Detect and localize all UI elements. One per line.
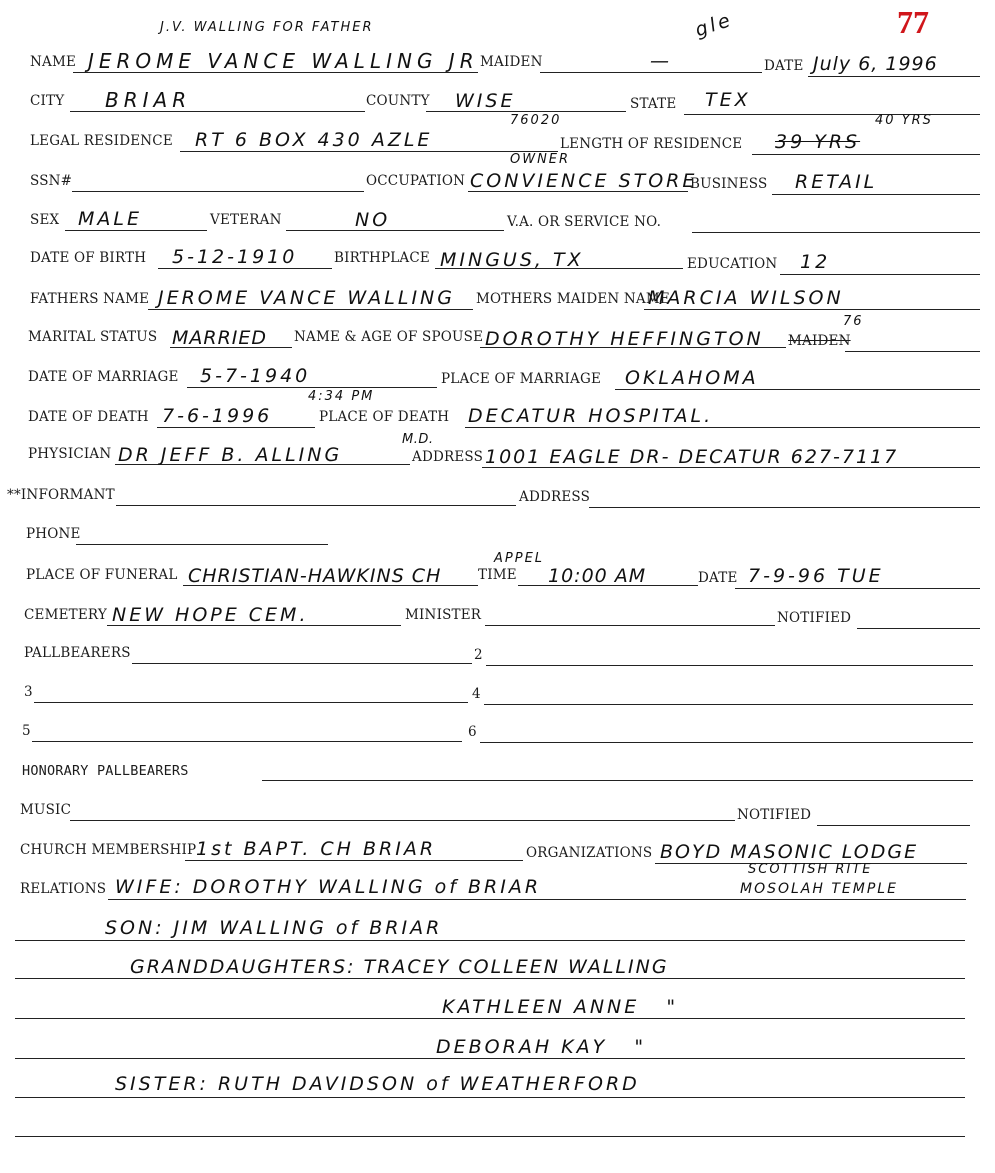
informant-address-line (589, 507, 980, 508)
phone-label: PHONE (26, 526, 81, 542)
pallbearer-1-line (132, 663, 472, 664)
date-of-marriage-line (187, 387, 437, 388)
minister-label: MINISTER (405, 607, 482, 623)
music-notified-label: NOTIFIED (737, 807, 812, 823)
place-of-death-label: PLACE OF DEATH (319, 409, 450, 425)
county-value: WISE (455, 90, 516, 112)
business-value: RETAIL (795, 171, 878, 193)
funeral-date-line (735, 588, 980, 589)
relation-2: SON: JIM WALLING of BRIAR (105, 917, 443, 939)
spouse-value: DOROTHY HEFFINGTON (485, 328, 764, 350)
organizations-label: ORGANIZATIONS (526, 845, 653, 861)
date-label: DATE (764, 58, 804, 74)
informant-line (116, 505, 516, 506)
length-residence-line (752, 154, 980, 155)
maiden-line (540, 72, 762, 73)
place-of-death-value: DECATUR HOSPITAL. (468, 405, 714, 427)
funeral-note: APPEL (494, 551, 545, 566)
marital-status-label: MARITAL STATUS (28, 329, 158, 345)
education-label: EDUCATION (687, 256, 778, 272)
ssn-line (72, 191, 364, 192)
relations-line-6 (15, 1097, 965, 1098)
honorary-pallbearers-label: HONORARY PALLBEARERS (22, 763, 189, 779)
place-of-death-line (465, 427, 980, 428)
cemetery-notified-line (857, 628, 980, 629)
date-of-death-label: DATE OF DEATH (28, 409, 149, 425)
education-value: 12 (800, 251, 831, 273)
birthplace-label: BIRTHPLACE (334, 250, 430, 266)
cemetery-value: NEW HOPE CEM. (112, 604, 309, 626)
informant-address-label: ADDRESS (519, 489, 591, 505)
length-residence-old: 39 YRS (775, 131, 861, 153)
relations-line-1 (108, 899, 966, 900)
relations-line-4 (15, 1018, 965, 1019)
church-line (185, 860, 523, 861)
relations-label: RELATIONS (20, 881, 107, 897)
date-of-marriage-value: 5-7-1940 (200, 365, 311, 387)
time-value: 10:00 AM (548, 565, 647, 587)
name-label: NAME (30, 54, 77, 70)
date-of-marriage-label: DATE OF MARRIAGE (28, 369, 179, 385)
music-notified-line (817, 825, 970, 826)
education-line (780, 274, 980, 275)
spouse-label: NAME & AGE OF SPOUSE (294, 329, 484, 345)
pallbearer-2-line (486, 665, 973, 666)
physician-label: PHYSICIAN (28, 446, 112, 462)
pallbearer-2-label: 2 (474, 647, 483, 663)
pallbearer-6-label: 6 (468, 724, 477, 740)
place-of-funeral-label: PLACE OF FUNERAL (26, 567, 178, 583)
veteran-line (286, 230, 504, 231)
organizations-line-3: MOSOLAH TEMPLE (740, 881, 898, 897)
relation-4: KATHLEEN ANNE " (442, 996, 679, 1018)
sex-value: MALE (78, 208, 142, 230)
mothers-maiden-value: MARCIA WILSON (648, 287, 844, 309)
dob-line (158, 268, 332, 269)
page-number: 77 (897, 4, 929, 40)
legal-residence-label: LEGAL RESIDENCE (30, 133, 173, 149)
occupation-label: OCCUPATION (366, 173, 466, 189)
place-of-funeral-value: CHRISTIAN-HAWKINS CH (188, 565, 442, 587)
physician-address-label: ADDRESS (412, 449, 484, 465)
sex-line (65, 230, 207, 231)
ssn-label: SSN# (30, 173, 73, 189)
funeral-date-value: 7-9-96 TUE (748, 565, 884, 587)
state-value: TEX (705, 89, 751, 111)
place-of-marriage-value: OKLAHOMA (625, 367, 759, 389)
fathers-name-label: FATHERS NAME (30, 291, 150, 307)
length-residence-label: LENGTH OF RESIDENCE (560, 136, 743, 152)
church-label: CHURCH MEMBERSHIP (20, 842, 197, 858)
date-of-death-line (157, 427, 315, 428)
relation-1: WIFE: DOROTHY WALLING of BRIAR (115, 876, 542, 898)
fathers-name-line (148, 309, 473, 310)
physician-value: DR JEFF B. ALLING (118, 444, 343, 466)
dob-label: DATE OF BIRTH (30, 250, 147, 266)
mothers-maiden-line (644, 309, 980, 310)
music-label: MUSIC (20, 802, 72, 818)
date-value: July 6, 1996 (813, 53, 938, 75)
pallbearer-5-line (32, 741, 462, 742)
spouse-age-value: 76 (843, 314, 864, 329)
maiden-label: MAIDEN (480, 54, 543, 70)
place-of-marriage-label: PLACE OF MARRIAGE (441, 371, 602, 387)
business-line (772, 194, 980, 195)
physician-address-value: 1001 EAGLE DR- DECATUR 627-7117 (485, 446, 899, 468)
organizations-value: BOYD MASONIC LODGE (660, 841, 919, 863)
relations-line-5 (15, 1058, 965, 1059)
relations-line-7 (15, 1136, 965, 1137)
pallbearer-3-line (34, 702, 468, 703)
spouse-maiden-label: MAIDEN (788, 333, 851, 349)
informant-label: **INFORMANT (7, 487, 115, 503)
initials: gle (692, 8, 736, 42)
honorary-pallbearers-line (262, 780, 973, 781)
relation-3: GRANDDAUGHTERS: TRACEY COLLEEN WALLING (130, 956, 669, 978)
maiden-value: — (650, 50, 672, 72)
zip-value: 76020 (510, 113, 562, 128)
va-label: V.A. OR SERVICE NO. (507, 214, 662, 230)
funeral-date-label: DATE (698, 570, 738, 586)
music-line (70, 820, 735, 821)
legal-residence-line (180, 151, 558, 152)
organizations-line-2: SCOTTISH RITE (748, 862, 873, 877)
mothers-maiden-label: MOTHERS MAIDEN NAME (476, 291, 670, 307)
time-label: TIME (478, 567, 517, 583)
va-line (692, 232, 980, 233)
length-residence-value: 40 YRS (875, 113, 933, 128)
dob-value: 5-12-1910 (172, 246, 298, 268)
place-of-marriage-line (615, 389, 980, 390)
business-label: BUSINESS (690, 176, 768, 192)
pallbearer-4-line (484, 704, 973, 705)
occupation-note: OWNER (510, 152, 571, 167)
occupation-value: CONVIENCE STORE (470, 170, 698, 192)
relation-6: SISTER: RUTH DAVIDSON of WEATHERFORD (115, 1073, 640, 1095)
minister-line (485, 625, 775, 626)
pallbearer-3-label: 3 (24, 684, 33, 700)
pallbearers-label: PALLBEARERS (24, 645, 131, 661)
relations-line-2 (15, 940, 965, 941)
pallbearer-6-line (480, 742, 973, 743)
header-note: J.V. WALLING FOR FATHER (160, 20, 374, 35)
state-label: STATE (630, 96, 677, 112)
name-value: JEROME VANCE WALLING JR (88, 49, 479, 73)
pallbearer-4-label: 4 (472, 686, 481, 702)
cemetery-notified-label: NOTIFIED (777, 610, 852, 626)
relation-5: DEBORAH KAY " (436, 1036, 647, 1058)
sex-label: SEX (30, 212, 60, 228)
date-of-death-value: 7-6-1996 (162, 405, 273, 427)
county-label: COUNTY (366, 93, 430, 109)
fathers-name-value: JEROME VANCE WALLING (158, 287, 455, 309)
physician-note: M.D. (402, 432, 434, 447)
date-line (808, 76, 980, 77)
birthplace-value: MINGUS, TX (440, 249, 584, 271)
marital-status-value: MARRIED (172, 327, 268, 349)
veteran-value: NO (355, 209, 391, 231)
state-line (684, 114, 980, 115)
legal-residence-value: RT 6 BOX 430 AZLE (195, 129, 433, 151)
cemetery-label: CEMETERY (24, 607, 107, 623)
phone-line (76, 544, 328, 545)
spouse-maiden-line (845, 351, 980, 352)
relations-line-3 (15, 978, 965, 979)
time-of-death-value: 4:34 PM (308, 389, 375, 404)
church-value: 1st BAPT. CH BRIAR (196, 838, 437, 860)
city-value: BRIAR (105, 88, 192, 112)
city-label: CITY (30, 93, 65, 109)
veteran-label: VETERAN (210, 212, 282, 228)
pallbearer-5-label: 5 (22, 723, 31, 739)
